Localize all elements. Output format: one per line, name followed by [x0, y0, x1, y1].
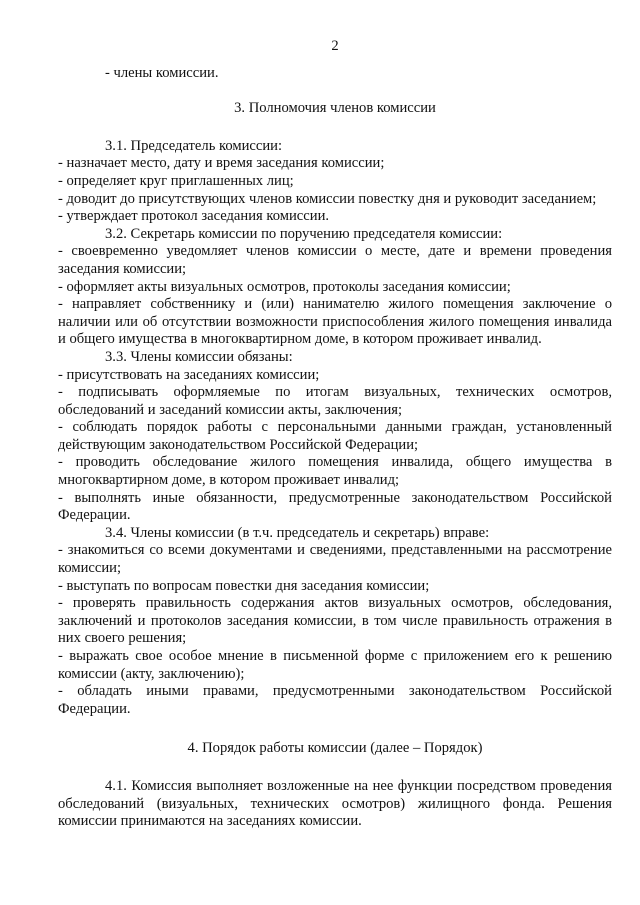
- section-3-4-heading: 3.4. Члены комиссии (в т.ч. председатель и секретарь) вправе:: [105, 524, 490, 541]
- list-item: - своевременно уведомляет членов комиссии о месте, дате и времени проведения заседания комиссии;: [58, 243, 612, 277]
- page-number: 2: [331, 38, 339, 54]
- list-item: - проверять правильность содержания актов визуальных осмотров, обследования, заключений и протоколов заседания комиссии, в том числе правильность отражения в них своего решения;: [58, 595, 612, 647]
- section-4-1-paragraph: 4.1. Комиссия выполняет возложенные на нее функции посредством проведения обследований (визуальных, технических осмотров) жилищного фонда. Решения комиссии принимаются на заседаниях комиссии.: [58, 777, 612, 830]
- intro-line: - члены комиссии.: [105, 64, 219, 81]
- list-item: - определяет круг приглашенных лиц;: [58, 172, 294, 189]
- list-item: - выражать свое особое мнение в письменной форме с приложением его к решению комиссии (акту, заключению);: [58, 648, 612, 682]
- list-item: - проводить обследование жилого помещения инвалида, общего имущества в многоквартирном доме, в котором проживает инвалид;: [58, 454, 612, 489]
- list-item: - соблюдать порядок работы с персональными данными граждан, установленный действующим законодательством Российской Федерации;: [58, 419, 612, 453]
- list-item: - обладать иными правами, предусмотренными законодательством Российской Федерации.: [58, 683, 612, 717]
- section-4-title: 4. Порядок работы комиссии (далее – Порядок): [187, 740, 483, 757]
- list-item: - выполнять иные обязанности, предусмотренные законодательством Российской Федерации.: [58, 489, 612, 524]
- list-item: - доводит до присутствующих членов комиссии повестку дня и руководит заседанием;: [58, 190, 597, 207]
- section-3-3-heading: 3.3. Члены комиссии обязаны:: [105, 348, 293, 365]
- section-3-2-heading: 3.2. Секретарь комиссии по поручению председателя комиссии:: [105, 225, 503, 242]
- list-item: - подписывать оформляемые по итогам визуальных, технических осмотров, обследований и заседаний комиссии акты, заключения;: [58, 384, 612, 418]
- section-3-1-heading: 3.1. Председатель комиссии:: [105, 137, 283, 154]
- list-item: - присутствовать на заседаниях комиссии;: [58, 366, 320, 383]
- list-item: - направляет собственнику и (или) нанимателю жилого помещения заключение о наличии или об отсутствии возможности приспособления жилого помещения инвалида и общего имущества в многоквартирном доме, в котором проживает инвалид.: [58, 296, 612, 348]
- list-item: - оформляет акты визуальных осмотров, протоколы заседания комиссии;: [58, 278, 511, 295]
- list-item: - выступать по вопросам повестки дня заседания комиссии;: [58, 577, 430, 594]
- list-item: - знакомиться со всеми документами и сведениями, представленными на рассмотрение комиссии;: [58, 542, 612, 577]
- list-item: - назначает место, дату и время заседания комиссии;: [58, 155, 385, 172]
- list-item: - утверждает протокол заседания комиссии.: [58, 208, 330, 225]
- section-3-title: 3. Полномочия членов комиссии: [234, 100, 436, 117]
